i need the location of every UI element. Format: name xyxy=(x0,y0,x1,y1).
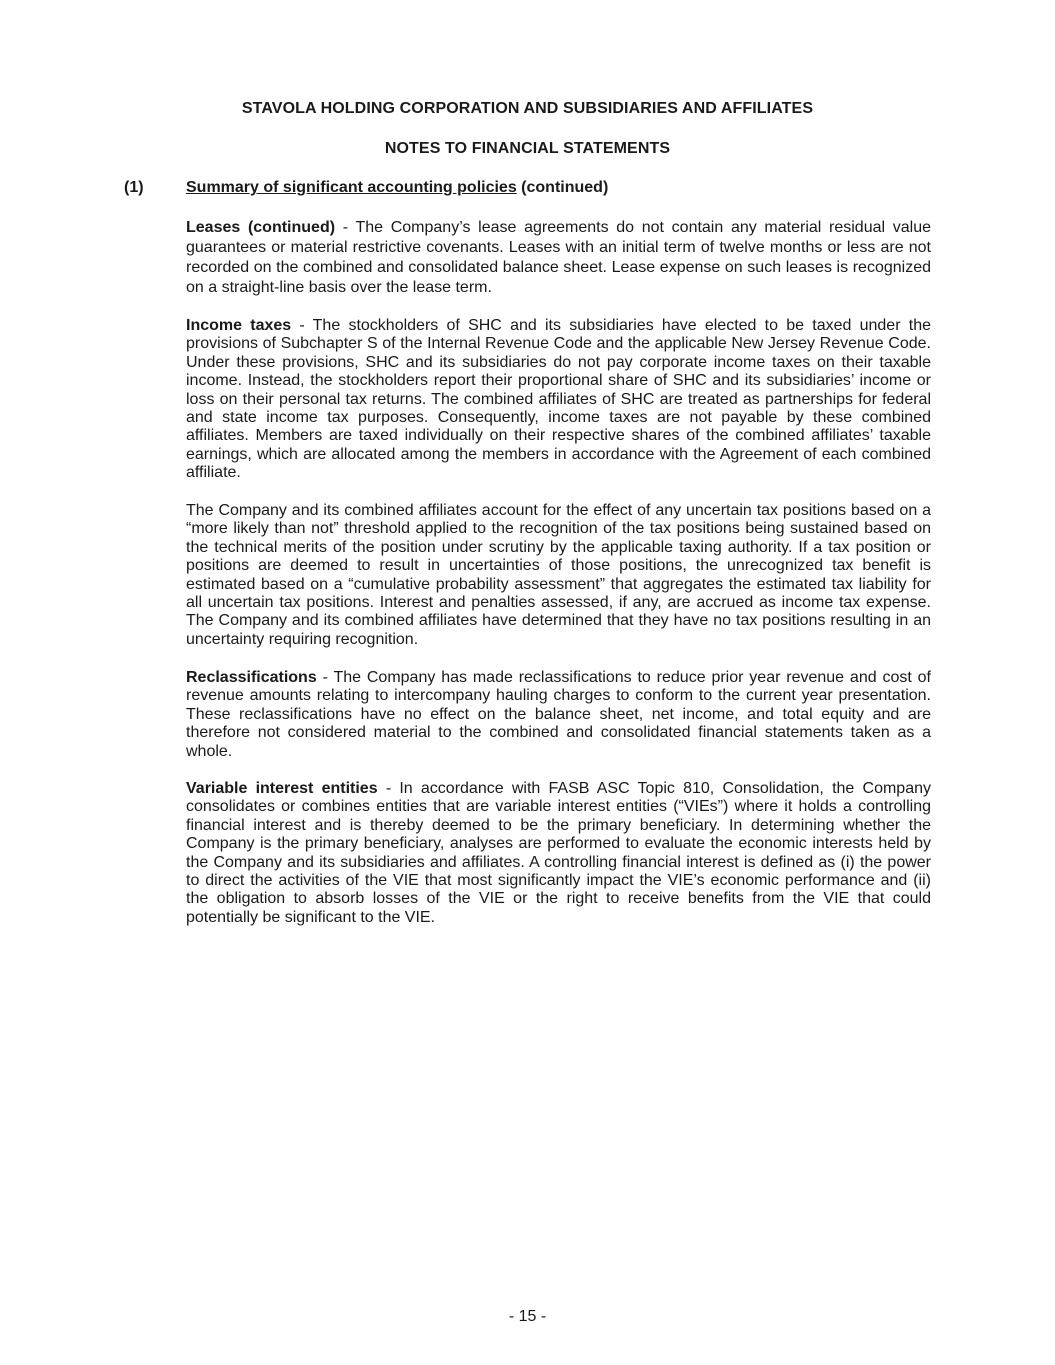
section-title-suffix: (continued) xyxy=(516,179,609,196)
paragraph-leases-heading: Leases (continued) xyxy=(186,219,336,236)
section-number: (1) xyxy=(124,179,144,196)
paragraph-leases-body: - The Company’s lease agreements do not contain any material residual value guarantees or material restrictive covenants. Leases with an initial term of twelve months or less are not recorded on the combined and consolidated balance sheet. Lease expense on such leases is recognized on a straight-line basis over the lease term. xyxy=(186,219,931,296)
paragraph-uncertain-tax xyxy=(186,502,931,649)
paragraph-uncertain-tax-body: The Company and its combined affiliates account for the effect of any uncertain tax positions based on a “more likely than not” threshold applied to the recognition of the tax positions being sustained based on the technical merits of the position under scrutiny by the applicable taxing authority. If a tax position or positions are deemed to result in uncertainties of those positions, the unrecognized tax benefit is estimated based on a “cumulative probability assessment” that aggregates the estimated tax liability for all uncertain tax positions. Interest and penalties assessed, if any, are accrued as income tax expense. The Company and its combined affiliates have determined that they have no tax positions resulting in an uncertainty requiring recognition. xyxy=(186,502,931,648)
paragraph-reclassifications-heading: Reclassifications xyxy=(186,669,317,686)
notes-title: NOTES TO FINANCIAL STATEMENTS xyxy=(384,140,671,157)
paragraph-variable-interest-entities xyxy=(186,780,931,927)
paragraph-vie-heading: Variable interest entities xyxy=(186,780,378,797)
paragraph-reclassifications xyxy=(186,669,931,761)
page-number: - 15 - xyxy=(508,1308,547,1325)
section-title: Summary of significant accounting policies xyxy=(186,179,517,196)
paragraph-vie-body: - In accordance with FASB ASC Topic 810, Consolidation, the Company consolidates or combines entities that are variable interest entities (“VIEs”) where it holds a controlling financial interest and is thereby deemed to be the primary beneficiary. In determining whether the Company is the primary beneficiary, analyses are performed to evaluate the economic interests held by the Company and its subsidiaries and affiliates. A controlling financial interest is defined as (i) the power to direct the activities of the VIE that most significantly impact the VIE’s economic performance and (ii) the obligation to absorb losses of the VIE or the right to receive benefits from the VIE that could potentially be significant to the VIE. xyxy=(186,780,932,926)
company-title: STAVOLA HOLDING CORPORATION AND SUBSIDIARIES AND AFFILIATES xyxy=(241,100,814,117)
paragraph-leases xyxy=(186,218,931,298)
paragraph-income-taxes-heading: Income taxes xyxy=(186,317,292,334)
paragraph-income-taxes-body: - The stockholders of SHC and its subsidiaries have elected to be taxed under the provisions of Subchapter S of the Internal Revenue Code and the applicable New Jersey Revenue Code. Under these provisions, SHC and its subsidiaries do not pay corporate income taxes on their taxable income. Instead, the stockholders report their proportional share of SHC and its subsidiaries’ income or loss on their personal tax returns. The combined affiliates of SHC are treated as partnerships for federal and state income tax purposes. Consequently, income taxes are not payable by these combined affiliates. Members are taxed individually on their respective shares of the combined affiliates’ taxable earnings, which are allocated among the members in accordance with the Agreement of each combined affiliate. xyxy=(186,317,931,482)
paragraph-income-taxes xyxy=(186,317,931,483)
section-heading xyxy=(124,179,944,197)
paragraph-reclassifications-body: - The Company has made reclassifications to reduce prior year revenue and cost of revenue amounts relating to intercompany hauling charges to conform to the current year presentation. These reclassifications have no effect on the balance sheet, net income, and total equity and are therefore not considered material to the combined and consolidated financial statements taken as a whole. xyxy=(186,669,931,760)
